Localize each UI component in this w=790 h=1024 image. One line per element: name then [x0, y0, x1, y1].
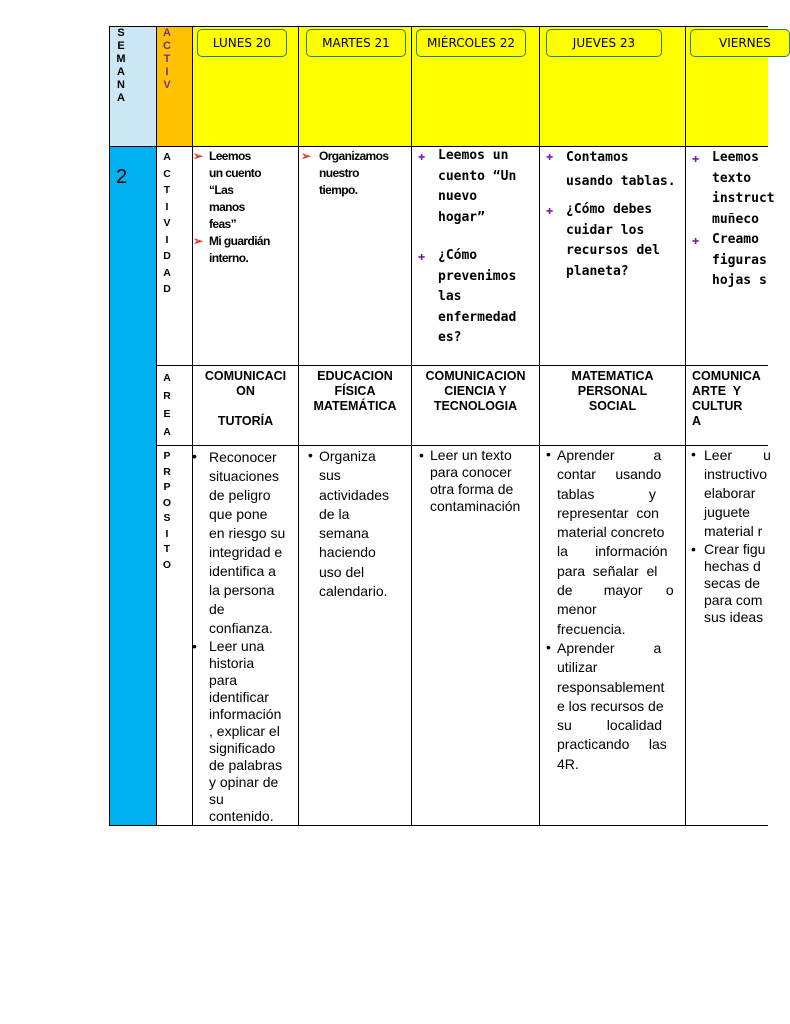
bullet-icon: • — [691, 446, 696, 462]
bullet-icon: • — [419, 447, 424, 463]
proposito-text: Leer una historia para identificar información , explicar el significado de palabras y opinar de su contenido. — [209, 638, 283, 824]
proposito-text: Leer u instructivo elaborar juguete material r — [704, 447, 771, 539]
actividad-text: Mi guardián interno. — [209, 234, 270, 265]
proposito-martes — [300, 447, 410, 601]
proposito-text: Leer un texto para conocer otra forma de contaminación — [430, 447, 521, 514]
row-label-proposito: P R P O S I T O — [162, 450, 172, 571]
proposito-text: Crear figu hechas d secas de para com sus ideas — [704, 541, 766, 625]
area-lunes: COMUNICACI ON TUTORÍA — [204, 369, 287, 428]
plus-bullet-icon: ✚ — [418, 249, 426, 263]
row-label-actividad: A C T I V I D A D — [163, 151, 171, 295]
proposito-item — [413, 447, 538, 515]
actividad-text: Contamos usando tablas. — [566, 150, 676, 189]
proposito-item — [193, 448, 298, 638]
actividad-item — [687, 230, 768, 292]
actividad-item — [413, 146, 538, 228]
actividad-text: Organizamos nuestro tiempo. — [319, 149, 389, 197]
proposito-item — [687, 446, 771, 541]
proposito-item — [687, 541, 768, 626]
bullet-icon: • — [546, 638, 551, 655]
actividad-text: Creamo figuras hojas s — [712, 232, 767, 288]
arrow-bullet-icon: ➢ — [193, 234, 203, 248]
area-martes: EDUCACION FÍSICA MATEMÁTICA — [313, 369, 397, 413]
plus-bullet-icon: ✚ — [692, 151, 700, 165]
proposito-text: Aprender a utilizar responsablement e los recursos de su localidad practicando las 4R. — [557, 639, 667, 772]
bullet-icon: • — [192, 448, 197, 464]
actividad-martes — [300, 148, 410, 199]
day-tuesday: MARTES 21 — [306, 29, 406, 57]
actividad-item — [193, 148, 297, 233]
bullet-icon: • — [546, 446, 551, 462]
activ-label: A C T I V — [163, 27, 171, 91]
actividad-text: ¿Cómo debes cuidar los recursos del planeta? — [566, 202, 660, 279]
proposito-miercoles — [413, 447, 538, 515]
row-label-area: A R E A — [163, 372, 171, 438]
proposito-text: Aprender a contar usando tablas y representar con material concreto la información para señalar el de mayor o menor frecuencia. — [557, 447, 674, 637]
actividad-item — [193, 233, 297, 267]
actividad-jueves — [541, 146, 684, 282]
proposito-item — [541, 446, 684, 639]
area-jueves: MATEMATICA PERSONAL SOCIAL — [571, 369, 654, 413]
actividad-item — [413, 246, 538, 349]
bullet-icon: • — [192, 638, 197, 654]
day-monday: LUNES 20 — [197, 29, 287, 57]
bullet-icon: • — [308, 447, 313, 463]
proposito-viernes — [687, 446, 771, 626]
actividad-viernes — [687, 148, 775, 292]
proposito-lunes — [193, 448, 298, 825]
actividad-item — [541, 146, 684, 194]
actividad-text: Leemos texto instruct muñeco — [712, 150, 775, 227]
plus-bullet-icon: ✚ — [546, 203, 554, 217]
actividad-item — [541, 200, 684, 282]
arrow-bullet-icon: ➢ — [301, 149, 311, 163]
area-viernes: COMUNICA ARTE Y CULTUR A — [692, 369, 761, 428]
arrow-bullet-icon: ➢ — [193, 149, 203, 163]
day-wednesday: MIÉRCOLES 22 — [416, 29, 526, 57]
actividad-item — [300, 148, 410, 199]
actividad-text: Leemos un cuento “Las manos feas” — [209, 149, 261, 231]
semana-label: S E M A N A — [116, 27, 126, 104]
actividad-lunes — [193, 148, 297, 267]
bullet-icon: • — [691, 541, 696, 557]
proposito-item — [300, 447, 410, 601]
proposito-item — [193, 638, 298, 825]
plus-bullet-icon: ✚ — [692, 233, 700, 247]
actividad-miercoles — [413, 146, 538, 349]
plus-bullet-icon: ✚ — [546, 149, 554, 163]
week-number-bar — [110, 146, 156, 826]
plus-bullet-icon: ✚ — [418, 149, 426, 163]
proposito-jueves — [541, 446, 684, 774]
actividad-text: ¿Cómo prevenimos las enfermedad es? — [438, 248, 517, 345]
actividad-item — [687, 148, 775, 230]
day-thursday: JUEVES 23 — [546, 29, 662, 57]
day-friday-label: VIERNES — [719, 36, 771, 50]
day-friday — [690, 29, 790, 57]
proposito-text: Organiza sus actividades de la semana haciendo uso del calendario. — [319, 448, 390, 600]
week-number: 2 — [116, 166, 128, 188]
actividad-text: Leemos un cuento “Un nuevo hogar” — [438, 148, 517, 225]
proposito-text: Reconocer situaciones de peligro que pone en riesgo su integridad e identifica a la persona de confianza. — [209, 449, 286, 636]
area-miercoles: COMUNICACION CIENCIA Y TECNOLOGIA — [425, 369, 526, 413]
proposito-item — [541, 639, 684, 774]
